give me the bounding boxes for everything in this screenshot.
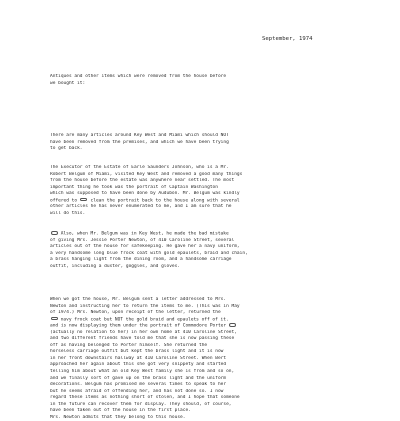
obscured-word-mark: [80, 198, 87, 202]
text-line: have been taken out of the house in the first place.: [50, 408, 191, 414]
text-line: which was supposed to have been done by Audubon. Mr. Belgum was kindly: [50, 191, 240, 197]
obscured-word-mark: [51, 231, 58, 235]
text-line: in her front downstairs hallway at 410 Caroline Street. When Bert: [50, 355, 227, 361]
text-line: and two different friends have told me that she is now passing these: [50, 336, 235, 342]
text-line: The Executor of the Estate of Earle Saunders Johnson, who is a Mr.: [50, 165, 229, 170]
text-line: of 1974.) Mrs. Newton, upon receipt of the letter, returned the: [50, 310, 221, 316]
obscured-word-mark: [51, 317, 58, 321]
text-line: have been removed from the premises, and which we have been trying: [50, 139, 229, 145]
document-heading: [50, 74, 350, 87]
text-line: to get back.: [50, 146, 83, 152]
text-line: (actually no relation to her) in her own home at 410 Caroline Street,: [50, 329, 237, 335]
text-line: a brass hanging light from the dining room, and a handsome carriage: [50, 257, 232, 263]
document-date: September, 1974: [262, 36, 313, 42]
text-line: and we finally sort of gave up on the brass light and the uniform: [50, 375, 227, 381]
text-line: Mrs. Newton admits that they belong to this house.: [50, 414, 186, 420]
text-line: will do this.: [50, 210, 86, 216]
text-line: Newton and instructing her to return the items to me. (This was in May: [50, 303, 240, 309]
text-line: outfit, including a duster, goggles, and gloves.: [50, 263, 181, 269]
text-line: articles out of the house for safekeeping. He gave her a navy uniform,: [50, 244, 240, 250]
text-line: navy frock coat but NOT the gold braid and epaulets off of it.: [50, 317, 350, 324]
heading-line: Antiques and other items which were removed from the house before: [50, 74, 227, 79]
paragraph-return-request: [50, 297, 350, 421]
obscured-word-mark: [229, 323, 236, 327]
text-line: important thing he took was the portrait of Captain Washington: [50, 184, 218, 190]
heading-line: we bought it:: [50, 80, 86, 86]
text-line: approached her again about this she got very snippety and started: [50, 362, 227, 368]
text-line: from the house before the estate was anywhere near settled. The most: [50, 178, 235, 184]
text-line: other articles he has never enumerated to me, and I am sure that he: [50, 204, 232, 210]
text-line: When we got the house, Mr. Belgum sent a letter addressed to Mrs.: [50, 297, 227, 302]
text-line: telling him about what an old Key West family she is from and so on,: [50, 369, 235, 375]
text-line: of giving Mrs. Jessie Porter Newton, of 410 Caroline Street, several: [50, 237, 235, 243]
text-line: in the future can recover them for display. They should, of course,: [50, 401, 232, 407]
text-line: Also, when Mr. Belgum was in Key West, he made the bad mistake: [50, 231, 350, 238]
text-line: and is now displaying them under the portrait of Commodore Porter: [50, 323, 350, 330]
text-line: off as having belonged to Porter himself. She returned the: [50, 342, 208, 348]
text-line: but he seems afraid of offending her, and has not done so. I now: [50, 388, 224, 394]
paragraph-intro: [50, 133, 350, 153]
text-line: regard these items as nothing short of stolen, and I hope that someone: [50, 395, 240, 401]
text-line: There are many articles around Key West and Miami which should NOT: [50, 133, 229, 138]
text-line: decorations. Belgum has promised me several times to speak to her: [50, 382, 227, 388]
text-line: offered to clean the portrait back to the house along with several: [50, 198, 240, 204]
text-line: a very handsome long blue frock coat with gold epaulets, braid and chain,: [50, 250, 248, 256]
text-line: Robert Belgum of Miami, visited Key West and removed a good many things: [50, 171, 243, 177]
paragraph-newton-items: [50, 231, 350, 270]
paragraph-executor: [50, 165, 350, 217]
text-line: horseless carriage outfit but kept the brass light and it is now: [50, 349, 224, 355]
